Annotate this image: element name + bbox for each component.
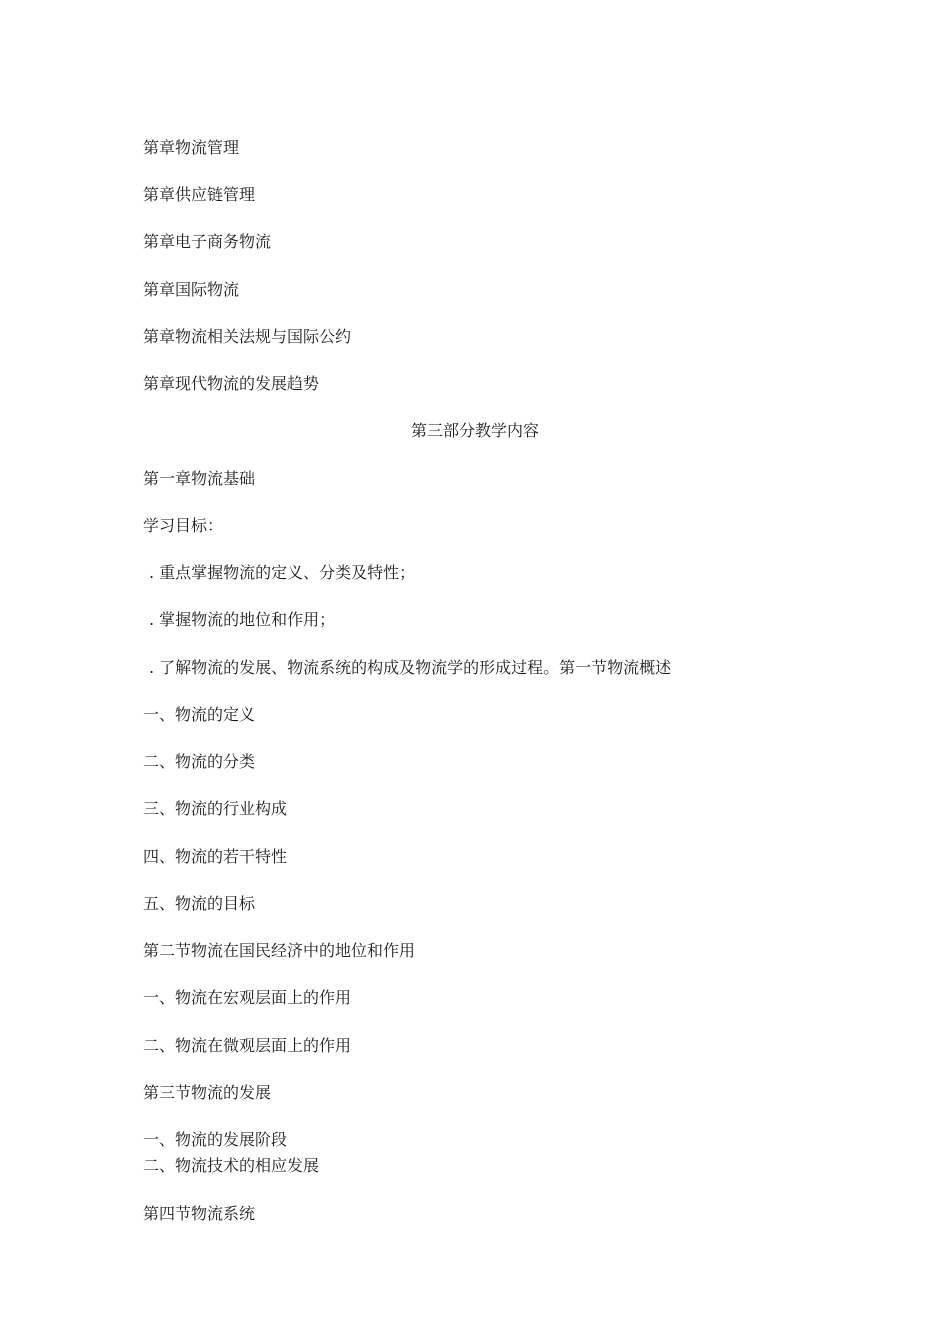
- chapter-heading: 第章电子商务物流: [143, 232, 272, 251]
- section-title: 第二节物流在国民经济中的地位和作用: [143, 941, 416, 960]
- section-item: 一、物流的定义: [143, 705, 256, 724]
- chapter-heading: 第章物流相关法规与国际公约: [143, 327, 352, 346]
- chapter-heading: 第章国际物流: [143, 280, 240, 299]
- objective-item: . 了解物流的发展、物流系统的构成及物流学的形成过程。第一节物流概述: [149, 658, 672, 677]
- section-item: 四、物流的若干特性: [143, 847, 288, 866]
- section-item: 一、物流的发展阶段: [143, 1130, 288, 1149]
- section-item: 二、物流技术的相应发展: [143, 1156, 320, 1175]
- objective-item: . 重点掌握物流的定义、分类及特性；: [149, 563, 416, 582]
- section-title: 第三节物流的发展: [143, 1083, 272, 1102]
- section-item: 五、物流的目标: [143, 894, 256, 913]
- objectives-label: 学习目标：: [143, 516, 224, 535]
- chapter-heading: 第章物流管理: [143, 138, 240, 157]
- section-title: 第四节物流系统: [143, 1204, 256, 1223]
- section-item: 三、物流的行业构成: [143, 799, 288, 818]
- section-item: 一、物流在宏观层面上的作用: [143, 988, 352, 1007]
- part-title: 第三部分教学内容: [410, 421, 539, 440]
- objective-item: . 掌握物流的地位和作用；: [149, 610, 336, 629]
- section-item: 二、物流在微观层面上的作用: [143, 1036, 352, 1055]
- chapter-title: 第一章物流基础: [143, 469, 256, 488]
- chapter-heading: 第章现代物流的发展趋势: [143, 374, 320, 393]
- section-item: 二、物流的分类: [143, 752, 256, 771]
- chapter-heading: 第章供应链管理: [143, 185, 256, 204]
